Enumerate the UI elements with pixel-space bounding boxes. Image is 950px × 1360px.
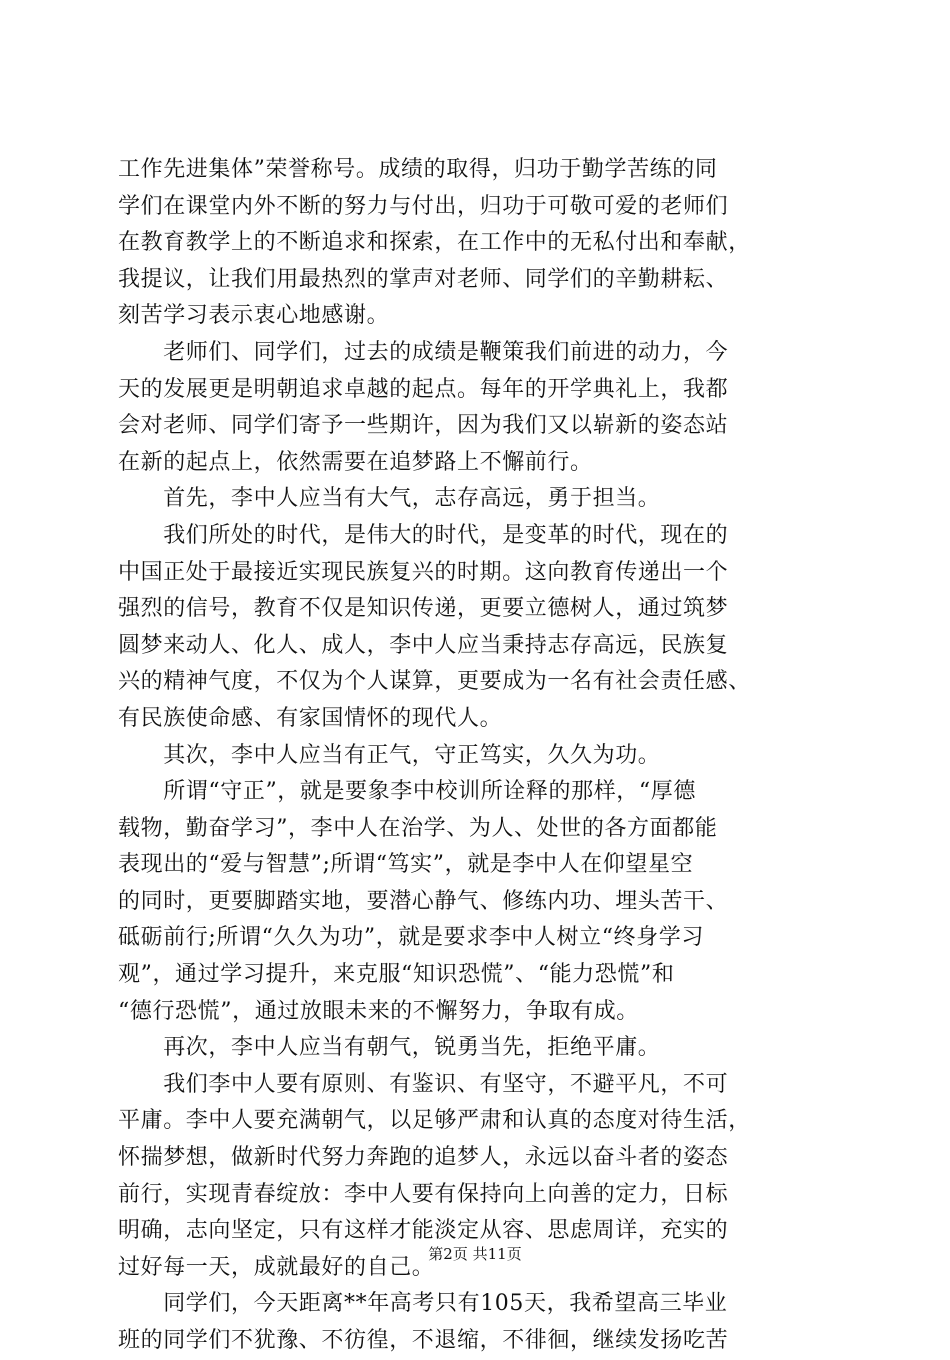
text-line: 平庸。李中人要充满朝气，以足够严肃和认真的态度对待生活， <box>118 1108 751 1134</box>
text-line: 所谓“守正”，就是要象李中校训所诠释的那样，“厚德 <box>118 779 696 805</box>
text-line: 我们李中人要有原则、有鉴识、有坚守，不避平凡，不可 <box>118 1071 729 1097</box>
text-line: 砥砺前行;所谓“久久为功”，就是要求李中人树立“终身学习 <box>118 925 704 951</box>
text-line: 我们所处的时代，是伟大的时代，是变革的时代，现在的 <box>118 522 729 548</box>
text-line: 表现出的“爱与智慧”;所谓“笃实”，就是李中人在仰望星空 <box>118 852 694 878</box>
text-line: 在教育教学上的不断追求和探索，在工作中的无私付出和奉献， <box>118 230 751 256</box>
text-line: 观”，通过学习提升，来克服“知识恐慌”、“能力恐慌”和 <box>118 962 675 988</box>
text-line: 的同时，更要脚踏实地，要潜心静气、修练内功、埋头苦干、 <box>118 888 729 914</box>
text-line: 过好每一天，成就最好的自己。 <box>118 1254 435 1280</box>
text-line: 会对老师、同学们寄予一些期许，因为我们又以崭新的姿态站 <box>118 413 729 439</box>
text-line: 中国正处于最接近实现民族复兴的时期。这向教育传递出一个 <box>118 559 729 585</box>
text-line: 天的发展更是明朝追求卓越的起点。每年的开学典礼上，我都 <box>118 376 729 402</box>
text-line: 前行，实现青春绽放：李中人要有保持向上向善的定力，日标 <box>118 1181 729 1207</box>
text-line: 同学们，今天距离**年高考只有105天，我希望高三毕业 <box>118 1291 728 1317</box>
text-line: 明确，志向坚定，只有这样才能淡定从容、思虑周详，充实的 <box>118 1218 729 1244</box>
text-line: 班的同学们不犹豫、不彷徨，不退缩，不徘徊，继续发扬吃苦 <box>118 1328 729 1353</box>
text-line: 兴的精神气度，不仅为个人谋算，更要成为一名有社会责任感、 <box>118 669 751 695</box>
text-line: 其次，李中人应当有正气，守正笃实，久久为功。 <box>118 742 661 768</box>
text-line: 强烈的信号，教育不仅是知识传递，更要立德树人，通过筑梦 <box>118 596 729 622</box>
text-line: 怀揣梦想，做新时代努力奔跑的追梦人，永远以奋斗者的姿态 <box>118 1145 729 1171</box>
text-line: 刻苦学习表示衷心地感谢。 <box>118 303 390 329</box>
text-line: 在新的起点上，依然需要在追梦路上不懈前行。 <box>118 449 593 475</box>
text-line: “德行恐慌”，通过放眼未来的不懈努力，争取有成。 <box>118 998 639 1024</box>
text-line: 老师们、同学们，过去的成绩是鞭策我们前进的动力，今 <box>118 339 729 365</box>
text-line: 有民族使命感、有家国情怀的现代人。 <box>118 705 503 731</box>
document-body <box>118 152 830 1360</box>
text-line: 首先，李中人应当有大气，志存高远，勇于担当。 <box>118 486 661 512</box>
text-line: 载物，勤奋学习”，李中人在治学、为人、处世的各方面都能 <box>118 815 718 841</box>
text-line: 学们在课堂内外不断的努力与付出，归功于可敬可爱的老师们 <box>118 193 729 219</box>
page-number-footer: 第2页 共11页 <box>428 1245 522 1263</box>
text-line: 我提议，让我们用最热烈的掌声对老师、同学们的辛勤耕耘、 <box>118 266 729 292</box>
text-line: 再次，李中人应当有朝气，锐勇当先，拒绝平庸。 <box>118 1035 661 1061</box>
text-line: 工作先进集体”荣誉称号。成绩的取得，归功于勤学苦练的同 <box>118 157 718 182</box>
text-line: 圆梦来动人、化人、成人，李中人应当秉持志存高远，民族复 <box>118 632 729 658</box>
